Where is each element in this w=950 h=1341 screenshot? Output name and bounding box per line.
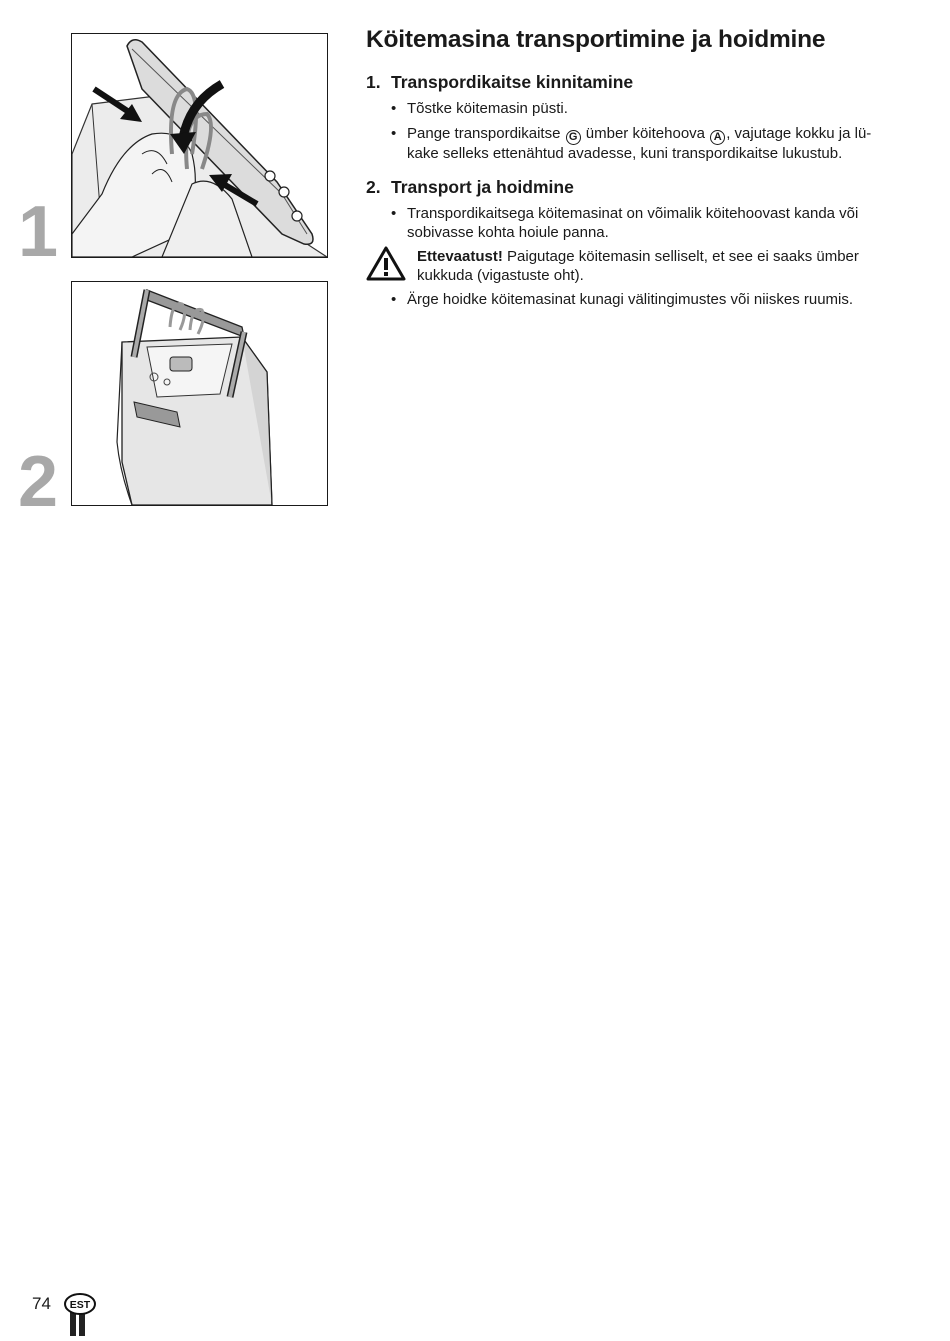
bullet-list bbox=[366, 205, 921, 242]
list-item-text: Tõstke köitemasin püsti. bbox=[407, 100, 568, 117]
section-transport-storage bbox=[366, 177, 921, 310]
step-number-1: 1 bbox=[18, 192, 57, 272]
list-item bbox=[366, 100, 921, 119]
section-title: Transport ja hoidmine bbox=[391, 177, 574, 197]
warning-note bbox=[366, 248, 921, 285]
section-heading bbox=[366, 72, 921, 93]
list-item-text: kake selleks ettenähtud avadesse, kuni transpordikaitse lukustub. bbox=[407, 144, 843, 162]
list-item-text: Ärge hoidke köitemasinat kunagi välitingimustes või niiskes ruumis. bbox=[407, 291, 854, 308]
warning-text: Paigutage köitemasin selliselt, et see ei saaks ümber bbox=[502, 248, 859, 265]
marker-a: A bbox=[710, 130, 725, 145]
page-number: 74 bbox=[32, 1294, 51, 1313]
bullet: • bbox=[391, 291, 397, 308]
figure-1-illustration bbox=[71, 33, 328, 258]
figure-2-illustration bbox=[71, 281, 328, 506]
list-item-text: , vajutage kokku ja lü- bbox=[726, 124, 872, 142]
warning-triangle-icon bbox=[366, 246, 406, 288]
list-item bbox=[366, 205, 921, 242]
list-item-text: sobivasse kohta hoiule panna. bbox=[407, 223, 609, 241]
bullet-list bbox=[366, 291, 921, 310]
bullet: • bbox=[391, 205, 397, 222]
hand-attaching-transport-lock-illustration bbox=[72, 34, 327, 257]
section-number: 2. bbox=[366, 177, 381, 197]
warning-label: Ettevaatust! bbox=[417, 248, 503, 265]
section-transport-lock bbox=[366, 72, 921, 163]
section-number: 1. bbox=[366, 72, 381, 92]
list-item-text: Pange transpordikaitse bbox=[407, 124, 561, 142]
language-badge bbox=[64, 1293, 96, 1341]
bullet: • bbox=[391, 124, 397, 142]
bullet-list bbox=[366, 100, 921, 163]
section-heading bbox=[366, 177, 921, 198]
binding-machine-carried-by-handle-illustration bbox=[72, 282, 327, 505]
page-title: Köitemasina transportimine ja hoidmine bbox=[366, 26, 826, 53]
list-item-text: Transpordikaitsega köitemasinat on võimalik köitehoovast kanda või bbox=[407, 205, 859, 222]
list-item bbox=[366, 125, 921, 164]
language-badge-label: EST bbox=[69, 1299, 91, 1311]
step-number-2: 2 bbox=[18, 442, 57, 522]
section-title: Transpordikaitse kinnitamine bbox=[391, 72, 634, 92]
instructions-column bbox=[366, 26, 921, 324]
bullet: • bbox=[391, 100, 397, 117]
warning-text: kukkuda (vigastuste oht). bbox=[417, 266, 584, 284]
list-item bbox=[366, 291, 921, 310]
marker-g: G bbox=[566, 130, 581, 145]
list-item-text: ümber köitehoova bbox=[585, 124, 706, 142]
